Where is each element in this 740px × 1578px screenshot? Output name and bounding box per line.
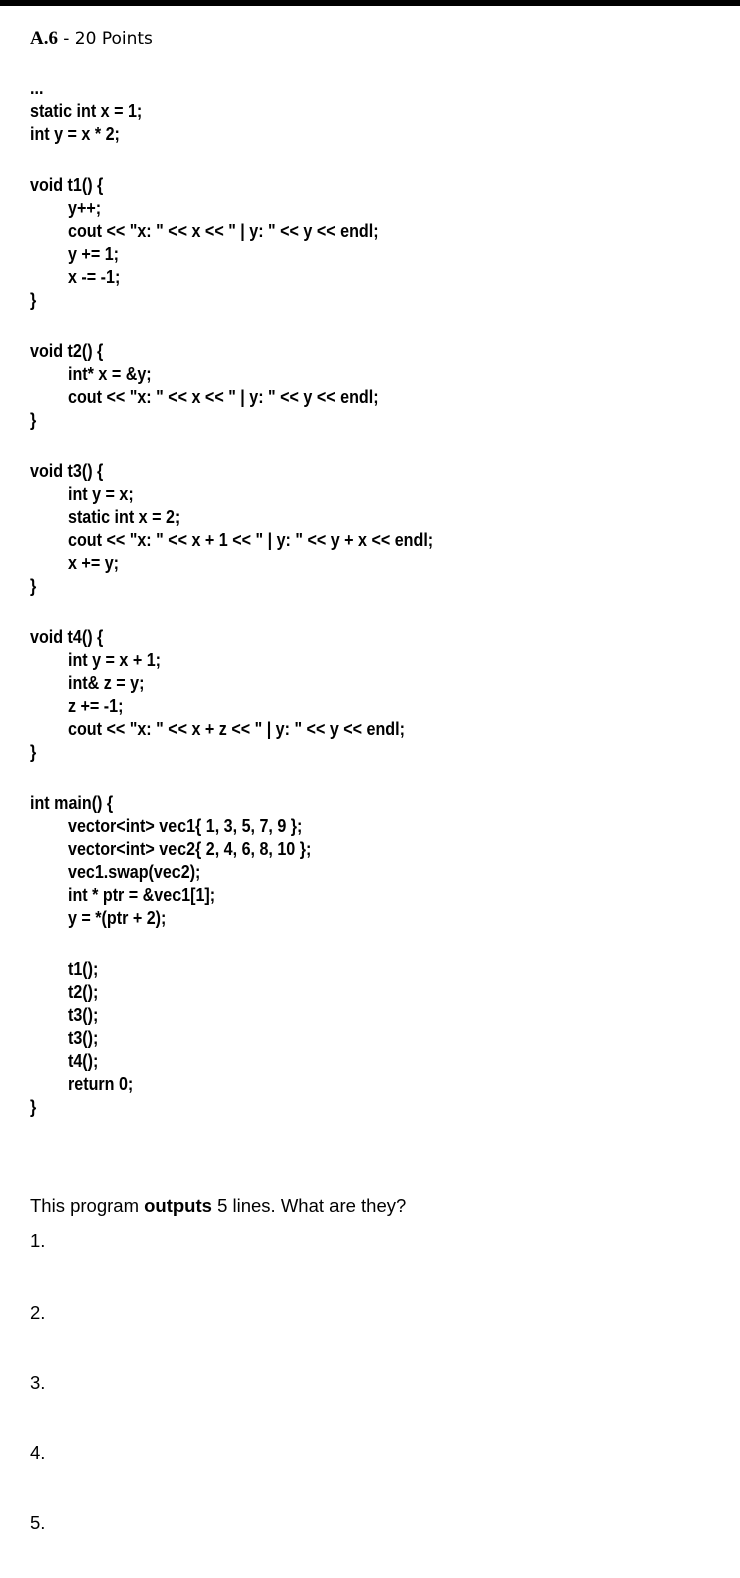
code-line: int y = x + 1; (68, 649, 162, 670)
code-line: ... (30, 77, 44, 98)
code-line: t3(); (68, 1004, 99, 1025)
answer-number: 2. (30, 1302, 46, 1323)
code-line: vector<int> vec1{ 1, 3, 5, 7, 9 }; (68, 815, 303, 836)
code-line: y = *(ptr + 2); (68, 907, 167, 928)
code-line: cout << "x: " << x << " | y: " << y << endl; (68, 220, 379, 241)
code-line: } (30, 1096, 37, 1117)
code-line: int main() { (30, 792, 114, 813)
code-line: t2(); (68, 981, 99, 1002)
prompt-text-before: This program (30, 1195, 145, 1216)
code-line: void t3() { (30, 460, 104, 481)
code-line: int y = x; (68, 483, 134, 504)
code-line: x += y; (68, 552, 120, 573)
code-line: int * ptr = &vec1[1]; (68, 884, 216, 905)
question-points: - 20 Points (63, 29, 153, 49)
code-line: static int x = 1; (30, 100, 143, 121)
code-line: void t2() { (30, 340, 104, 361)
code-line: void t1() { (30, 174, 104, 195)
question-id: A.6 (30, 28, 58, 49)
code-line: x -= -1; (68, 266, 121, 287)
code-line: vector<int> vec2{ 2, 4, 6, 8, 10 }; (68, 838, 312, 859)
code-line: void t4() { (30, 626, 104, 647)
code-line: return 0; (68, 1073, 134, 1094)
code-line: y += 1; (68, 243, 120, 264)
code-line: t4(); (68, 1050, 99, 1071)
code-line: static int x = 2; (68, 506, 181, 527)
code-line: t1(); (68, 958, 99, 979)
answer-number: 5. (30, 1512, 46, 1533)
answer-number: 4. (30, 1442, 46, 1463)
prompt-text-after: 5 lines. What are they? (211, 1195, 407, 1216)
code-line: int* x = &y; (68, 363, 152, 384)
top-border (0, 0, 740, 6)
code-line: } (30, 741, 37, 762)
prompt-text-bold: outputs (144, 1195, 212, 1216)
code-line: z += -1; (68, 695, 124, 716)
answer-number: 1. (30, 1230, 46, 1251)
code-line: y++; (68, 197, 102, 218)
code-line: int y = x * 2; (30, 123, 120, 144)
question-heading (30, 27, 153, 51)
code-line: } (30, 409, 37, 430)
code-line: } (30, 575, 37, 596)
question-prompt (30, 1195, 406, 1217)
code-line: vec1.swap(vec2); (68, 861, 201, 882)
code-line: int& z = y; (68, 672, 145, 693)
code-line: cout << "x: " << x + z << " | y: " << y << endl; (68, 718, 405, 739)
answer-number: 3. (30, 1372, 46, 1393)
code-line: t3(); (68, 1027, 99, 1048)
code-line: cout << "x: " << x + 1 << " | y: " << y + x << endl; (68, 529, 434, 550)
code-line: cout << "x: " << x << " | y: " << y << endl; (68, 386, 379, 407)
code-line: } (30, 289, 37, 310)
